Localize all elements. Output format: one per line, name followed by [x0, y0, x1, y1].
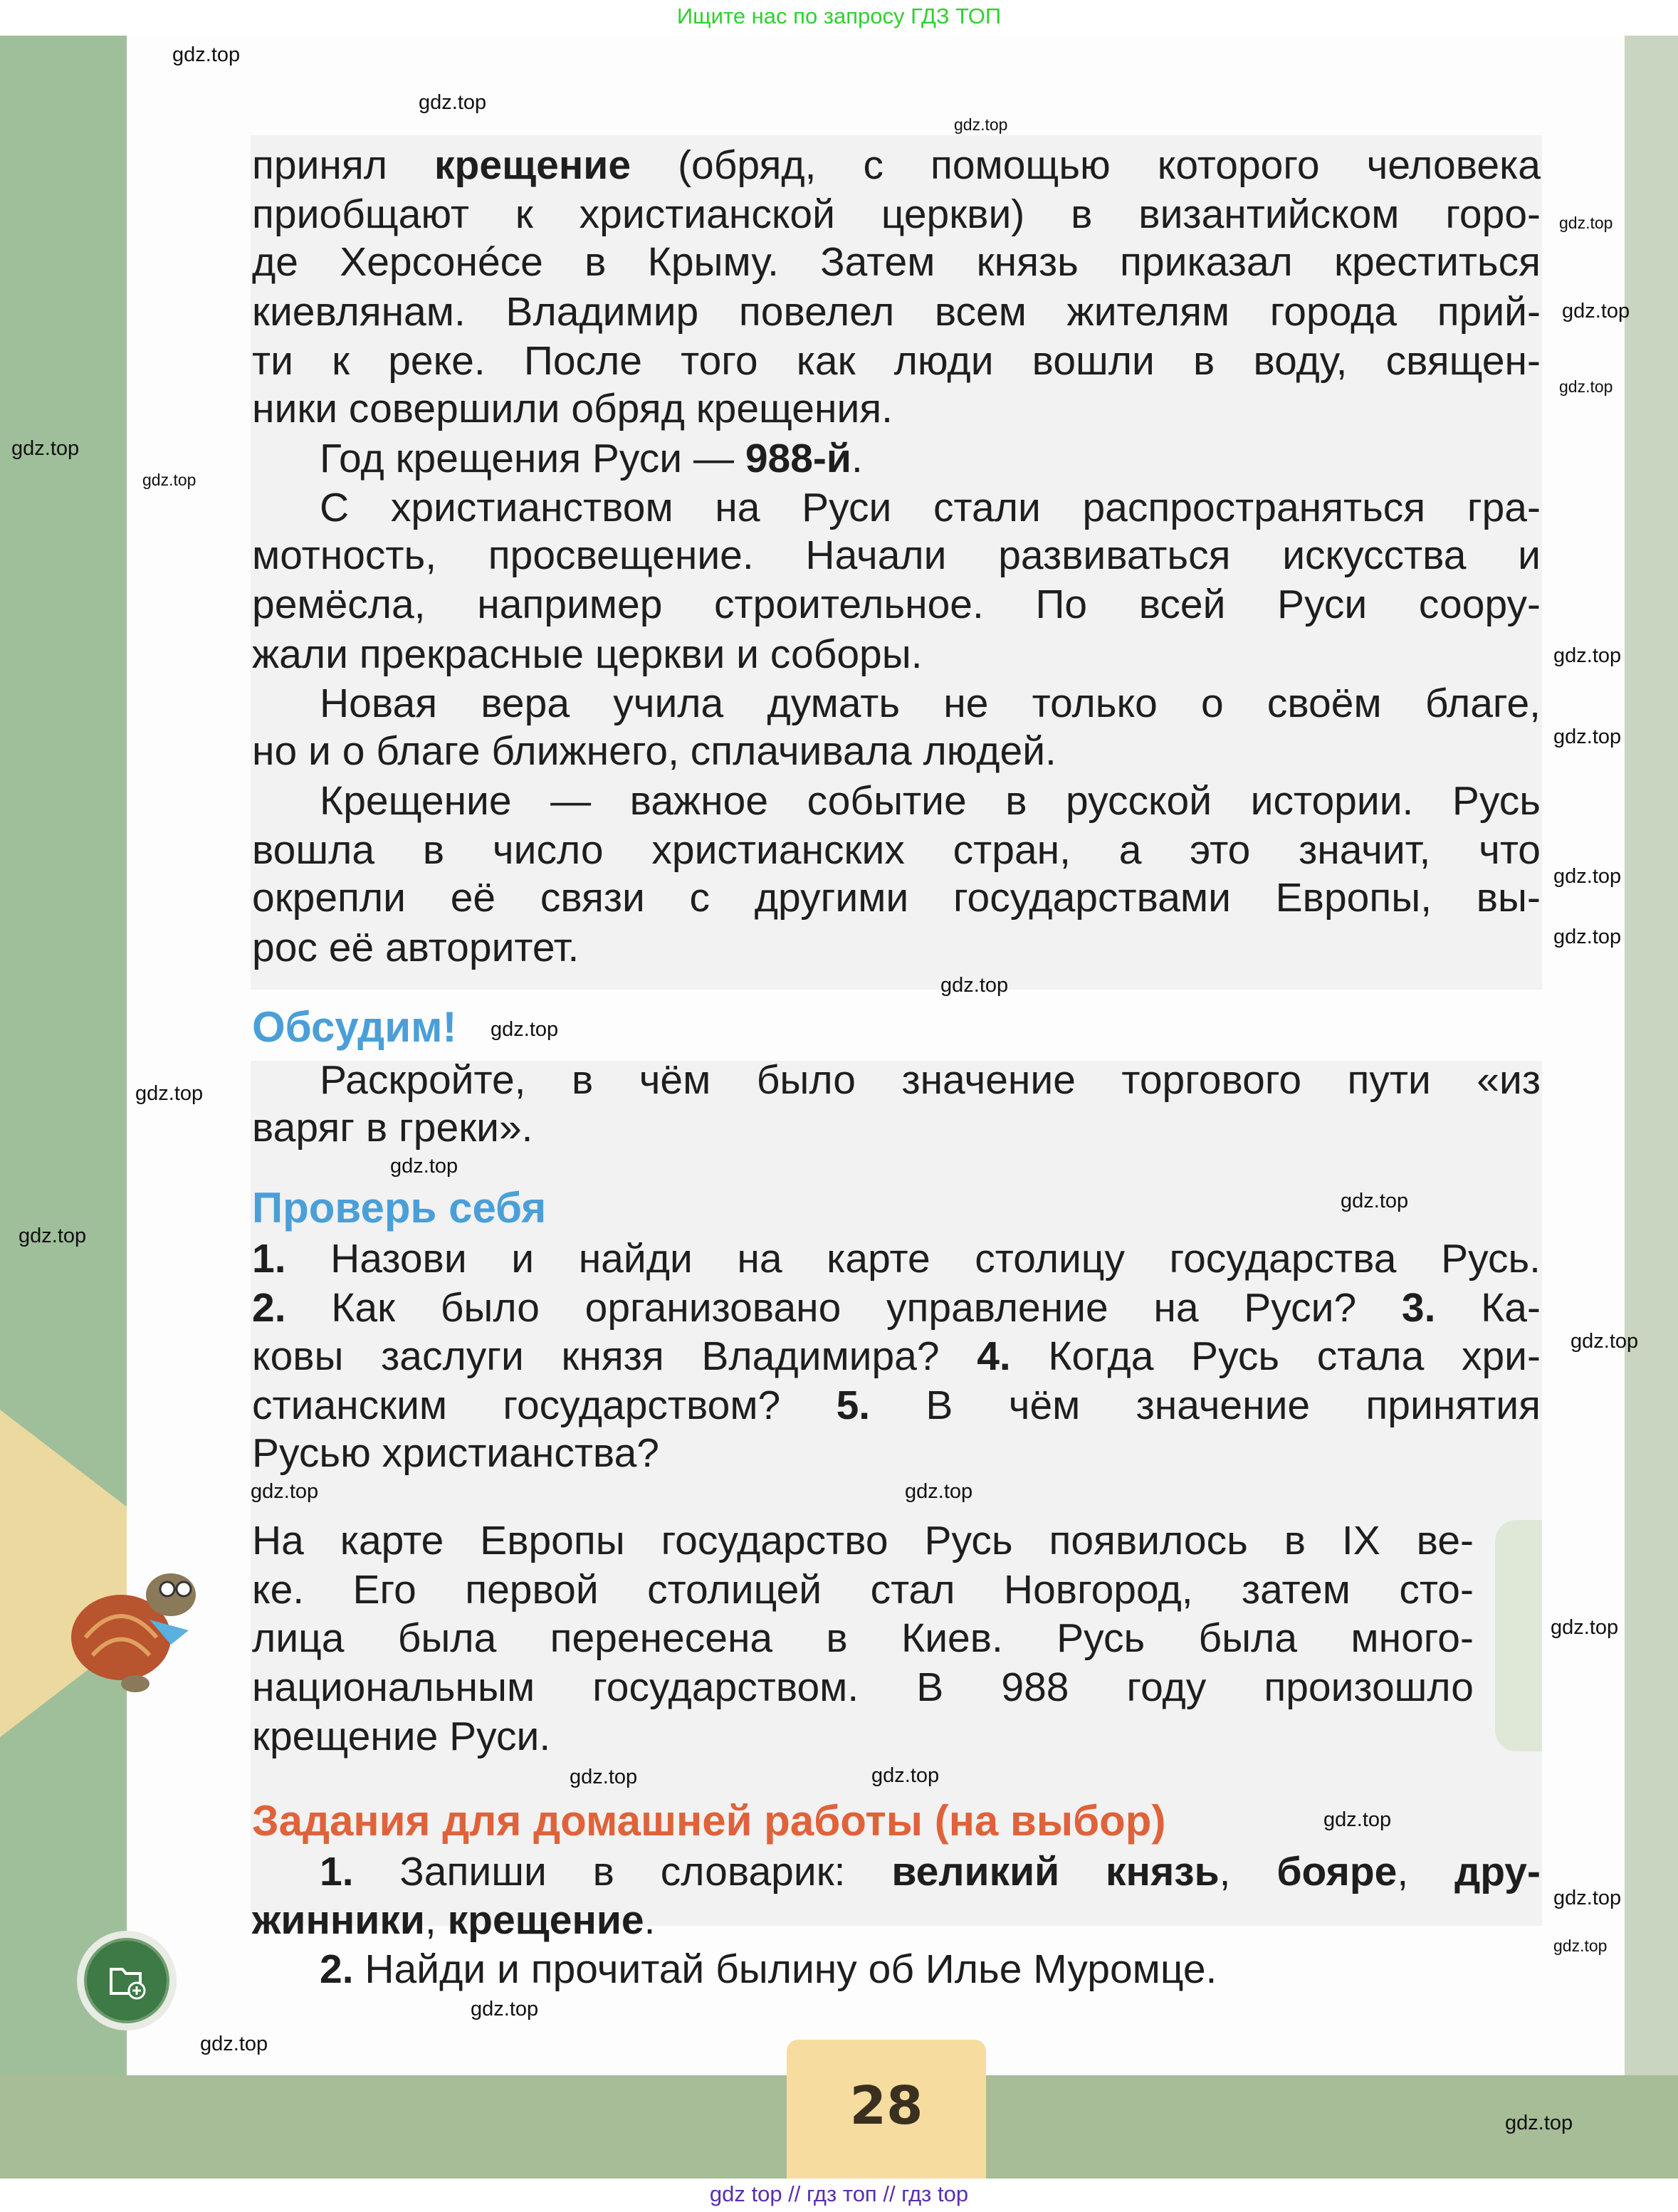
watermark-text: gdz.top — [390, 1155, 458, 1178]
text-line — [252, 777, 1541, 824]
text-segment: ники совершили обряд крещения. — [252, 386, 893, 431]
turtle-mascot-icon — [64, 1538, 214, 1702]
bold-term: крещение — [434, 142, 631, 188]
text-line — [252, 1615, 1474, 1662]
bold-term: 4. — [977, 1333, 1011, 1379]
text-segment: На карте Европы государство Русь появилось в IX ве- — [252, 1518, 1474, 1563]
text-line — [252, 581, 1541, 628]
text-segment: варяг в греки». — [252, 1105, 533, 1150]
text-line — [252, 1057, 1541, 1104]
bold-term: бояре — [1276, 1849, 1398, 1894]
text-line — [252, 1235, 1541, 1282]
text-line — [252, 484, 1541, 531]
text-segment: Год крещения Руси — — [320, 436, 745, 481]
text-line — [252, 1430, 659, 1477]
text-segment: Русью христианства? — [252, 1430, 659, 1476]
text-segment: С христианством на Руси стали распространяться гра- — [320, 485, 1541, 530]
text-segment: Новая вера учила думать не только о своём благе, — [320, 681, 1541, 726]
text-segment: национальным государством. В 988 году произошло — [252, 1665, 1474, 1710]
text-line — [252, 1664, 1474, 1711]
text-line — [252, 191, 1541, 238]
text-segment: , — [1397, 1849, 1455, 1894]
text-line — [252, 385, 893, 432]
watermark-text: gdz.top — [1562, 300, 1630, 323]
text-segment: , — [1219, 1849, 1277, 1894]
text-segment: приобщают к христианской церкви) в византийском горо- — [252, 192, 1541, 237]
text-line — [252, 728, 1056, 775]
watermark-text: gdz.top — [570, 1766, 638, 1788]
text-line — [252, 1333, 1541, 1380]
bold-term: 988-й — [745, 436, 851, 481]
left-margin-background — [0, 36, 127, 2179]
text-segment: мотность, просвещение. Начали развиваться искусства и — [252, 533, 1541, 578]
watermark-text: gdz.top — [419, 91, 487, 114]
watermark-text: gdz.top — [491, 1018, 559, 1041]
text-segment: стианским государством? — [252, 1383, 837, 1428]
text-line — [252, 239, 1541, 285]
page-number: 28 — [849, 2075, 923, 2137]
text-segment: Как было организовано управление на Руси? — [285, 1285, 1402, 1331]
text-segment: ти к реке. После того как люди вошли в воду, священ- — [252, 338, 1541, 384]
top-banner — [0, 0, 1678, 36]
watermark-text: gdz.top — [1551, 1616, 1619, 1639]
bold-term: 5. — [836, 1383, 871, 1428]
text-segment: Крещение — важное событие в русской истории. Русь — [320, 778, 1541, 824]
right-margin-background — [1625, 36, 1678, 2179]
watermark-text: gdz.top — [1559, 214, 1613, 232]
watermark-text: gdz.top — [1553, 1887, 1622, 1909]
text-segment: де Херсонéсе в Крыму. Затем князь приказал креститься — [252, 239, 1541, 285]
text-segment: Когда Русь стала хри- — [1010, 1333, 1541, 1379]
watermark-text: gdz.top — [1553, 865, 1622, 888]
footer-banner-text: gdz top // гдз топ // гдз top — [709, 2181, 969, 2206]
text-segment: лица была перенесена в Киев. Русь была много- — [252, 1615, 1474, 1661]
bold-term: 3. — [1401, 1285, 1436, 1331]
text-segment: Назови и найди на карте столицу государства Русь. — [285, 1236, 1541, 1281]
bold-term: крещение — [447, 1897, 644, 1943]
watermark-text: gdz.top — [471, 1998, 539, 2020]
watermark-text: gdz.top — [1505, 2112, 1573, 2134]
text-line — [252, 1382, 1541, 1429]
text-segment: (обряд, с помощью которого человека — [631, 142, 1541, 188]
summary-marker — [1495, 1520, 1542, 1751]
text-line — [252, 435, 863, 482]
text-line — [252, 1946, 1217, 1993]
text-segment: киевлянам. Владимир повелел всем жителям города прий- — [252, 289, 1541, 335]
bold-term: жинники — [252, 1897, 425, 1943]
watermark-text: gdz.top — [1553, 926, 1622, 948]
page-number-tab — [787, 2040, 986, 2179]
text-segment: вошла в число христианских стран, а это значит, что — [252, 827, 1541, 873]
text-segment: ковы заслуги князя Владимира? — [252, 1333, 977, 1379]
text-segment: ремёсла, например строительное. По всей Руси соору- — [252, 582, 1541, 627]
text-segment: В чём значение принятия — [870, 1383, 1541, 1428]
watermark-text: gdz.top — [905, 1480, 973, 1503]
text-segment: принял — [252, 142, 435, 188]
text-line — [252, 827, 1541, 874]
homework-heading: Задания для домашней работы (на выбор) — [252, 1797, 1166, 1845]
watermark-text: gdz.top — [11, 437, 80, 460]
text-line — [252, 1517, 1474, 1564]
watermark-text: gdz.top — [142, 471, 196, 489]
watermark-text: gdz.top — [871, 1764, 940, 1787]
watermark-text: gdz.top — [1559, 377, 1613, 396]
top-banner-text: Ищите нас по запросу ГДЗ ТОП — [676, 4, 1002, 28]
watermark-text: gdz.top — [135, 1082, 204, 1105]
text-segment: . — [644, 1897, 656, 1943]
discuss-heading: Обсудим! — [252, 1003, 457, 1051]
watermark-text: gdz.top — [940, 974, 1009, 997]
text-line — [252, 1566, 1474, 1613]
text-segment: Ка- — [1435, 1285, 1541, 1331]
resources-folder-button[interactable] — [77, 1931, 177, 2030]
folder-plus-icon — [105, 1959, 148, 2002]
text-segment: жали прекрасные церкви и соборы. — [252, 631, 923, 677]
watermark-text: gdz.top — [1323, 1808, 1392, 1831]
text-line — [252, 631, 923, 678]
watermark-text: gdz.top — [19, 1225, 87, 1247]
text-line — [252, 1284, 1541, 1331]
text-segment: , — [424, 1897, 448, 1943]
text-segment: Раскройте, в чём было значение торгового пути «из — [320, 1057, 1541, 1103]
watermark-text: gdz.top — [1553, 644, 1622, 667]
text-segment: рос её авторитет. — [252, 925, 580, 970]
bold-term: 1. — [252, 1236, 286, 1281]
bold-term: дру- — [1454, 1849, 1541, 1894]
bold-term: 2. — [320, 1946, 354, 1992]
text-line — [252, 924, 579, 971]
text-segment: но и о благе ближнего, сплачивала людей. — [252, 728, 1056, 774]
text-segment: ке. Его первой столицей стал Новгород, затем сто- — [252, 1567, 1474, 1613]
watermark-text: gdz.top — [1553, 725, 1622, 748]
text-line — [252, 1713, 550, 1760]
text-line — [252, 1104, 533, 1151]
bold-term: 2. — [252, 1285, 286, 1331]
text-line — [252, 142, 1541, 189]
text-line — [252, 337, 1541, 384]
watermark-text: gdz.top — [251, 1480, 319, 1503]
check-yourself-heading: Проверь себя — [252, 1184, 547, 1232]
text-segment: крещение Руси. — [252, 1714, 551, 1759]
text-segment: Найди и прочитай былину об Илье Муромце. — [353, 1946, 1217, 1992]
text-line — [252, 1848, 1541, 1895]
text-line — [252, 680, 1541, 727]
watermark-text: gdz.top — [1570, 1330, 1639, 1353]
text-segment: . — [851, 436, 863, 481]
watermark-text: gdz.top — [172, 43, 241, 66]
bold-term: великий князь — [891, 1849, 1220, 1894]
watermark-text: gdz.top — [1341, 1190, 1409, 1212]
text-segment: окрепли её связи с другими государствами Европы, вы- — [252, 875, 1541, 921]
footer-banner — [0, 2179, 1678, 2212]
watermark-text: gdz.top — [200, 2033, 268, 2055]
text-line — [252, 532, 1541, 579]
text-segment: Запиши в словарик: — [353, 1849, 892, 1894]
text-line — [252, 288, 1541, 335]
text-line — [252, 874, 1541, 921]
bold-term: 1. — [320, 1849, 354, 1894]
watermark-text: gdz.top — [1553, 1936, 1608, 1955]
watermark-text: gdz.top — [954, 115, 1008, 134]
text-line — [252, 1897, 655, 1944]
